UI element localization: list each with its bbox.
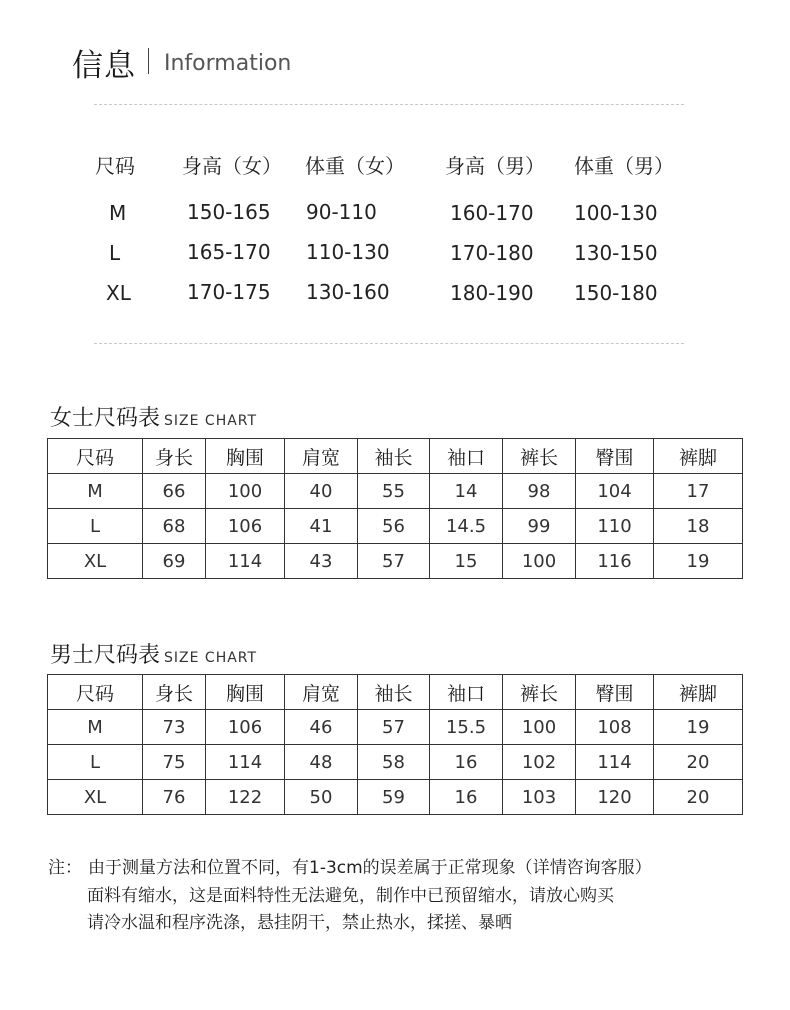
- men-chart-title-text: 男士尺码表: [50, 643, 161, 668]
- table-cell: 76: [143, 780, 206, 815]
- info-cell: 150-165: [187, 200, 271, 224]
- table-cell: 16: [430, 780, 503, 815]
- table-cell: 68: [143, 509, 206, 544]
- table-cell: 98: [503, 474, 576, 509]
- table-cell: 99: [503, 509, 576, 544]
- table-cell: 104: [576, 474, 654, 509]
- women-chart-subtitle: SIZE CHART: [164, 413, 258, 429]
- header-cell: 袖长: [358, 675, 430, 710]
- table-cell: 69: [143, 544, 206, 579]
- table-cell: 122: [206, 780, 285, 815]
- table-cell: 46: [285, 710, 358, 745]
- table-cell: 114: [206, 544, 285, 579]
- info-header-weight-male: 体重（男）: [574, 154, 674, 178]
- table-row: [48, 544, 743, 579]
- table-cell: 73: [143, 710, 206, 745]
- table-cell: 50: [285, 780, 358, 815]
- table-cell: 100: [206, 474, 285, 509]
- info-cell: 170-175: [187, 280, 271, 304]
- title-divider: [148, 48, 149, 74]
- header-cell: 尺码: [48, 675, 143, 710]
- table-cell: 48: [285, 745, 358, 780]
- header-cell: 裤长: [503, 675, 576, 710]
- header-cell: 裤脚: [654, 439, 743, 474]
- table-cell: 18: [654, 509, 743, 544]
- table-cell: 56: [358, 509, 430, 544]
- header-cell: 裤脚: [654, 675, 743, 710]
- table-row: [48, 710, 743, 745]
- table-row: [48, 745, 743, 780]
- table-cell: 16: [430, 745, 503, 780]
- table-cell: 43: [285, 544, 358, 579]
- header-cell: 袖长: [358, 439, 430, 474]
- info-cell: 165-170: [187, 240, 271, 264]
- men-size-table: [47, 674, 743, 815]
- info-cell: 110-130: [306, 240, 390, 264]
- info-cell: 90-110: [306, 200, 377, 224]
- page-subtitle: Information: [164, 51, 292, 76]
- men-chart-subtitle: SIZE CHART: [164, 650, 258, 666]
- table-cell: 114: [206, 745, 285, 780]
- table-cell: 102: [503, 745, 576, 780]
- info-header-weight-female: 体重（女）: [305, 154, 405, 178]
- table-cell: 100: [503, 710, 576, 745]
- note-line: 面料有缩水，这是面料特性无法避免，制作中已预留缩水，请放心购买: [87, 886, 614, 906]
- table-row: [48, 780, 743, 815]
- table-cell: 19: [654, 544, 743, 579]
- table-cell: L: [48, 745, 143, 780]
- women-size-table: [47, 438, 743, 579]
- table-cell: 14: [430, 474, 503, 509]
- header-cell: 肩宽: [285, 439, 358, 474]
- header-cell: 身长: [143, 439, 206, 474]
- table-cell: 14.5: [430, 509, 503, 544]
- table-cell: 57: [358, 544, 430, 579]
- header-cell: 臀围: [576, 675, 654, 710]
- table-cell: 106: [206, 509, 285, 544]
- dashed-divider-bottom: [94, 343, 684, 344]
- info-cell: L: [109, 241, 121, 265]
- header-cell: 臀围: [576, 439, 654, 474]
- table-header-row: [48, 439, 743, 474]
- info-cell: 130-160: [306, 280, 390, 304]
- table-cell: M: [48, 710, 143, 745]
- women-chart-title-text: 女士尺码表: [50, 406, 161, 431]
- table-cell: 103: [503, 780, 576, 815]
- table-cell: 59: [358, 780, 430, 815]
- table-cell: 17: [654, 474, 743, 509]
- table-cell: 114: [576, 745, 654, 780]
- table-cell: 110: [576, 509, 654, 544]
- table-cell: 15.5: [430, 710, 503, 745]
- table-cell: 20: [654, 745, 743, 780]
- info-header-size: 尺码: [95, 154, 135, 178]
- table-cell: M: [48, 474, 143, 509]
- header-cell: 袖口: [430, 439, 503, 474]
- table-cell: 20: [654, 780, 743, 815]
- info-header-height-male: 身高（男）: [445, 154, 545, 178]
- info-cell: XL: [106, 281, 131, 305]
- table-cell: 58: [358, 745, 430, 780]
- table-cell: 120: [576, 780, 654, 815]
- table-cell: 40: [285, 474, 358, 509]
- dashed-divider-top: [94, 104, 684, 105]
- table-cell: XL: [48, 544, 143, 579]
- header-cell: 胸围: [206, 675, 285, 710]
- table-cell: 41: [285, 509, 358, 544]
- table-cell: XL: [48, 780, 143, 815]
- table-header-row: [48, 675, 743, 710]
- table-cell: 108: [576, 710, 654, 745]
- men-chart-title: [50, 638, 257, 669]
- header-cell: 裤长: [503, 439, 576, 474]
- table-row: [48, 474, 743, 509]
- women-chart-title: [50, 401, 257, 432]
- note-line: 由于测量方法和位置不同，有1-3cm的误差属于正常现象（详情咨询客服）: [88, 858, 652, 878]
- table-cell: 55: [358, 474, 430, 509]
- info-cell: 100-130: [574, 201, 658, 225]
- info-cell: 130-150: [574, 241, 658, 265]
- table-cell: 19: [654, 710, 743, 745]
- note-line: 请冷水温和程序洗涤，悬挂阴干，禁止热水，揉搓、暴晒: [87, 913, 512, 933]
- table-cell: 57: [358, 710, 430, 745]
- table-cell: 106: [206, 710, 285, 745]
- table-cell: 15: [430, 544, 503, 579]
- table-cell: 75: [143, 745, 206, 780]
- header-cell: 胸围: [206, 439, 285, 474]
- table-row: [48, 509, 743, 544]
- page-title: 信息: [72, 48, 136, 84]
- info-cell: 180-190: [450, 281, 534, 305]
- header-cell: 袖口: [430, 675, 503, 710]
- table-cell: 66: [143, 474, 206, 509]
- table-cell: L: [48, 509, 143, 544]
- note-label: 注：: [48, 858, 82, 878]
- info-cell: 160-170: [450, 201, 534, 225]
- table-cell: 116: [576, 544, 654, 579]
- info-cell: 170-180: [450, 241, 534, 265]
- header-cell: 肩宽: [285, 675, 358, 710]
- header-cell: 尺码: [48, 439, 143, 474]
- info-cell: M: [109, 201, 127, 225]
- info-header-height-female: 身高（女）: [182, 154, 282, 178]
- header-cell: 身长: [143, 675, 206, 710]
- info-cell: 150-180: [574, 281, 658, 305]
- table-cell: 100: [503, 544, 576, 579]
